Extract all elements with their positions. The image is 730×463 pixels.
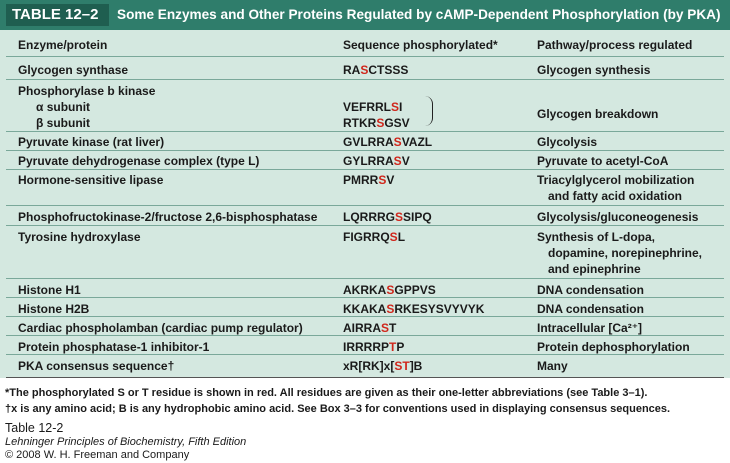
pathway-cell: Pyruvate to acetyl-CoA [537,154,669,168]
table-title: Some Enzymes and Other Proteins Regulated by cAMP-Dependent Phosphorylation (by PKA) [117,7,721,22]
sequence-fragment: RA [343,63,361,77]
pathway-cell: Glycolysis/gluconeogenesis [537,210,699,224]
pathway-cell: DNA condensation [537,283,644,297]
caption-label: Table 12-2 [5,421,64,435]
footnote-2: †x is any amino acid; B is any hydrophobic amino acid. See Box 3–3 for conventions used in displaying consensus sequences. [5,403,671,415]
row-separator [6,131,724,132]
sequence-cell [343,134,432,150]
phosphorylated-residue: S [391,100,400,114]
pathway-cell: Glycogen synthesis [537,63,651,77]
phosphorylated-residue: S [376,116,385,130]
header-rule [6,56,724,57]
sequence-fragment: xR[RK]x[ [343,359,395,373]
phosphorylated-residue: S [389,230,398,244]
caption-copyright: © 2008 W. H. Freeman and Company [5,449,190,461]
sequence-fragment: GYLRRA [343,154,394,168]
enzyme-cell: β subunit [36,116,90,130]
pathway-cell: Synthesis of L-dopa, [537,230,656,244]
enzyme-cell: Histone H2B [18,302,90,316]
enzyme-cell: Tyrosine hydroxylase [18,230,141,244]
sequence-fragment: V [386,173,395,187]
enzyme-cell: Glycogen synthase [18,63,129,77]
sequence-cell [343,339,404,355]
sequence-fragment: V [401,154,410,168]
sequence-fragment: I [399,100,403,114]
column-header-enzyme: Enzyme/protein [18,38,108,52]
row-separator [6,169,724,170]
sequence-cell [343,99,402,115]
phosphorylated-residue: S [393,154,402,168]
sequence-fragment: PMRR [343,173,379,187]
pathway-cell: and fatty acid oxidation [548,189,683,203]
sequence-fragment: CTSSS [368,63,409,77]
enzyme-cell: Protein phosphatase-1 inhibitor-1 [18,340,210,354]
sequence-cell [343,62,408,78]
pathway-cell: Many [537,359,568,373]
phosphorylated-residue: ST [394,359,410,373]
phosphorylated-residue: S [395,210,404,224]
grouping-brace [424,96,433,126]
enzyme-cell: Pyruvate dehydrogenase complex (type L) [18,154,260,168]
sequence-cell [343,115,410,131]
pathway-cell: Protein dephosphorylation [537,340,690,354]
sequence-fragment: RKESYSVYVYK [394,302,485,316]
pathway-cell: Intracellular [Ca²⁺] [537,321,643,335]
pathway-cell: Glycogen breakdown [537,107,659,121]
sequence-fragment: KKAKA [343,302,387,316]
sequence-fragment: SIPQ [403,210,432,224]
sequence-cell [343,358,422,374]
enzyme-cell: Pyruvate kinase (rat liver) [18,135,165,149]
sequence-fragment: AIRRA [343,321,381,335]
sequence-fragment: GPPVS [394,283,436,297]
enzyme-cell: Histone H1 [18,283,81,297]
row-separator [6,278,724,279]
sequence-cell [343,229,405,245]
phosphorylated-residue: T [389,340,397,354]
sequence-cell [343,301,484,317]
sequence-fragment: VAZL [401,135,433,149]
sequence-fragment: P [396,340,405,354]
column-header-sequence: Sequence phosphorylated* [343,38,498,52]
footnote-1: *The phosphorylated S or T residue is shown in red. All residues are given as their one-letter abbreviations (see Table 3–1). [5,387,648,399]
table-bottom-rule [6,377,724,378]
sequence-cell [343,153,410,169]
sequence-fragment: LQRRRG [343,210,395,224]
enzyme-cell: Phosphorylase b kinase [18,84,156,98]
caption-book: Lehninger Principles of Biochemistry, Fifth Edition [5,436,247,448]
phosphorylated-residue: S [378,173,387,187]
enzyme-cell: α subunit [36,100,91,114]
sequence-fragment: L [397,230,406,244]
row-separator [6,79,724,80]
pathway-cell: Glycolysis [537,135,598,149]
table-header-bar [0,0,730,30]
sequence-cell [343,320,396,336]
enzyme-cell: Hormone-sensitive lipase [18,173,164,187]
row-separator [6,205,724,206]
enzyme-cell: PKA consensus sequence† [18,359,175,373]
phosphorylated-residue: S [386,283,395,297]
sequence-fragment: GSV [384,116,410,130]
sequence-fragment: AKRKA [343,283,387,297]
pathway-cell: DNA condensation [537,302,644,316]
sequence-fragment: ]B [409,359,423,373]
enzyme-cell: Cardiac phospholamban (cardiac pump regulator) [18,321,303,335]
sequence-cell [343,209,432,225]
pathway-cell: and epinephrine [548,262,641,276]
sequence-fragment: RTKR [343,116,377,130]
sequence-fragment: GVLRRA [343,135,394,149]
phosphorylated-residue: S [381,321,390,335]
table-number-tag: TABLE 12–2 [6,4,109,26]
row-separator [6,150,724,151]
sequence-fragment: T [389,321,397,335]
sequence-cell [343,282,436,298]
phosphorylated-residue: S [386,302,395,316]
phosphorylated-residue: S [393,135,402,149]
pathway-cell: dopamine, norepinephrine, [548,246,703,260]
sequence-fragment: VEFRRL [343,100,391,114]
column-header-pathway: Pathway/process regulated [537,38,693,52]
sequence-fragment: IRRRRP [343,340,390,354]
sequence-fragment: FIGRRQ [343,230,390,244]
sequence-cell [343,172,394,188]
phosphorylated-residue: S [360,63,369,77]
pathway-cell: Triacylglycerol mobilization [537,173,695,187]
enzyme-cell: Phosphofructokinase-2/fructose 2,6-bisphosphatase [18,210,318,224]
row-separator [6,225,724,226]
